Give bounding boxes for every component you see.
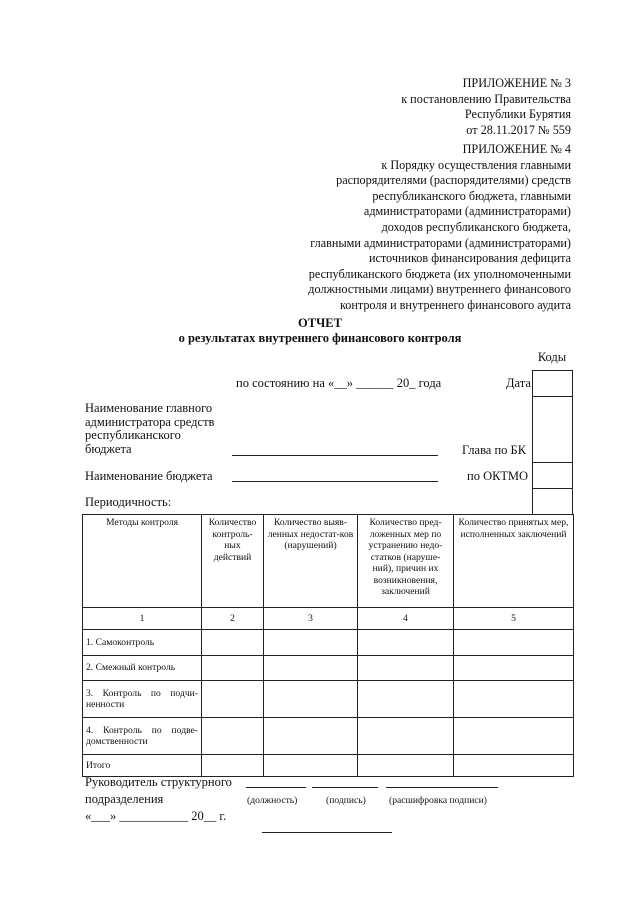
position-caption: (должность) xyxy=(247,795,298,806)
budget-label: Наименование бюджета xyxy=(85,469,213,483)
budget-name-field[interactable] xyxy=(232,481,438,482)
admin-name-field[interactable] xyxy=(232,455,438,456)
header-cell: Количество выяв-ленных недостат-ков (нарушений) xyxy=(264,515,358,608)
codes-column xyxy=(532,344,572,514)
appendix-4-line: должностными лицами) внутреннего финансового xyxy=(308,282,571,297)
row-label: 4. Контроль по подве-домственности xyxy=(83,718,202,755)
table-cell[interactable] xyxy=(454,718,574,755)
code-cell-oktmo[interactable] xyxy=(532,462,573,489)
oktmo-label: по ОКТМО xyxy=(467,469,529,483)
table-cell[interactable] xyxy=(264,681,358,718)
row-label: 2. Смежный контроль xyxy=(83,656,202,681)
appendix-4-line: доходов республиканского бюджета, xyxy=(381,219,571,234)
table-cell[interactable] xyxy=(264,656,358,681)
table-cell[interactable] xyxy=(202,755,264,777)
table-cell[interactable] xyxy=(202,681,264,718)
appendix-3-line: от 28.11.2017 № 559 xyxy=(466,122,571,137)
appendix-3-block xyxy=(401,76,571,138)
admin-label xyxy=(85,402,214,456)
table-cell[interactable] xyxy=(264,630,358,656)
admin-label-line: республиканского xyxy=(85,428,181,442)
table-row xyxy=(83,630,574,656)
table-cell[interactable] xyxy=(202,630,264,656)
column-number: 2 xyxy=(202,608,264,630)
column-number: 3 xyxy=(264,608,358,630)
table-cell[interactable] xyxy=(358,681,454,718)
bottom-blank-line xyxy=(262,832,392,833)
header-cell: Количество пред-ложенных мер по устранению недо-статков (наруше-ний), причин их возникновения, заключений xyxy=(358,515,454,608)
appendix-3-line: к постановлению Правительства xyxy=(401,91,571,106)
table-number-row xyxy=(83,608,574,630)
appendix-3-line: Республики Бурятия xyxy=(464,107,571,122)
sign-caption: (подпись) xyxy=(326,795,366,806)
table-cell[interactable] xyxy=(358,630,454,656)
date-line: по состоянию на «__» ______ 20_ года xyxy=(236,376,442,390)
periodicity-label: Периодичность: xyxy=(85,495,172,509)
table-cell[interactable] xyxy=(454,656,574,681)
appendix-4-line: главными администраторами (администраторами) xyxy=(310,235,571,250)
header-cell: Количество контроль-ных действий xyxy=(202,515,264,608)
code-cell-date[interactable] xyxy=(532,370,573,397)
appendix-4-line: администраторами (администраторами) xyxy=(363,204,571,219)
signature-date-line: «___» ___________ 20__ г. xyxy=(85,809,227,823)
code-cell-bk[interactable] xyxy=(532,396,573,463)
appendix-3-line: ПРИЛОЖЕНИЕ № 3 xyxy=(462,76,571,90)
position-field[interactable] xyxy=(246,787,306,788)
column-number: 4 xyxy=(358,608,454,630)
appendix-4-line: контроля и внутреннего финансового аудита xyxy=(339,297,571,312)
column-number: 1 xyxy=(83,608,202,630)
code-cell-periodicity[interactable] xyxy=(532,488,573,515)
row-label: 1. Самоконтроль xyxy=(83,630,202,656)
row-label: 3. Контроль по подчи-ненности xyxy=(83,681,202,718)
table-cell[interactable] xyxy=(264,718,358,755)
report-title: ОТЧЕТ xyxy=(298,316,342,330)
table-cell[interactable] xyxy=(358,718,454,755)
table-cell[interactable] xyxy=(454,755,574,777)
admin-label-line: Наименование главного xyxy=(85,401,213,415)
results-table xyxy=(82,514,574,777)
column-number: 5 xyxy=(454,608,574,630)
table-row xyxy=(83,656,574,681)
admin-label-line: бюджета xyxy=(85,441,132,456)
table-cell[interactable] xyxy=(454,681,574,718)
admin-label-line: администратора средств xyxy=(85,414,215,429)
appendix-4-line: к Порядку осуществления главными xyxy=(381,157,571,172)
bk-label: Глава по БК xyxy=(462,443,527,457)
decode-caption: (расшифровка подписи) xyxy=(389,795,487,806)
header-cell: Методы контроля xyxy=(83,515,202,608)
head-label-line1: Руководитель структурного xyxy=(85,775,232,789)
table-row xyxy=(83,718,574,755)
signature-field[interactable] xyxy=(312,787,378,788)
report-subtitle: о результатах внутреннего финансового контроля xyxy=(178,331,462,345)
decode-field[interactable] xyxy=(386,787,498,788)
table-row xyxy=(83,681,574,718)
row-label: Итого xyxy=(83,755,202,777)
appendix-4-line: распорядителями (распорядителями) средств xyxy=(336,173,571,188)
table-cell[interactable] xyxy=(358,656,454,681)
head-label-line2: подразделения xyxy=(85,792,164,806)
date-label: Дата xyxy=(506,376,531,390)
table-cell[interactable] xyxy=(202,656,264,681)
header-cell: Количество принятых мер, исполненных заключений xyxy=(454,515,574,608)
appendix-4-line: источников финансирования дефицита xyxy=(368,251,571,266)
appendix-4-line: ПРИЛОЖЕНИЕ № 4 xyxy=(462,142,571,156)
table-header-row xyxy=(83,515,574,608)
appendix-4-line: республиканского бюджета, главными xyxy=(372,188,571,203)
appendix-4-block xyxy=(308,142,571,314)
table-cell[interactable] xyxy=(358,755,454,777)
table-cell[interactable] xyxy=(454,630,574,656)
appendix-4-line: республиканского бюджета (их уполномоченными xyxy=(308,266,571,281)
table-cell[interactable] xyxy=(264,755,358,777)
table-row xyxy=(83,755,574,777)
codes-header: Коды xyxy=(537,350,567,364)
table-cell[interactable] xyxy=(202,718,264,755)
